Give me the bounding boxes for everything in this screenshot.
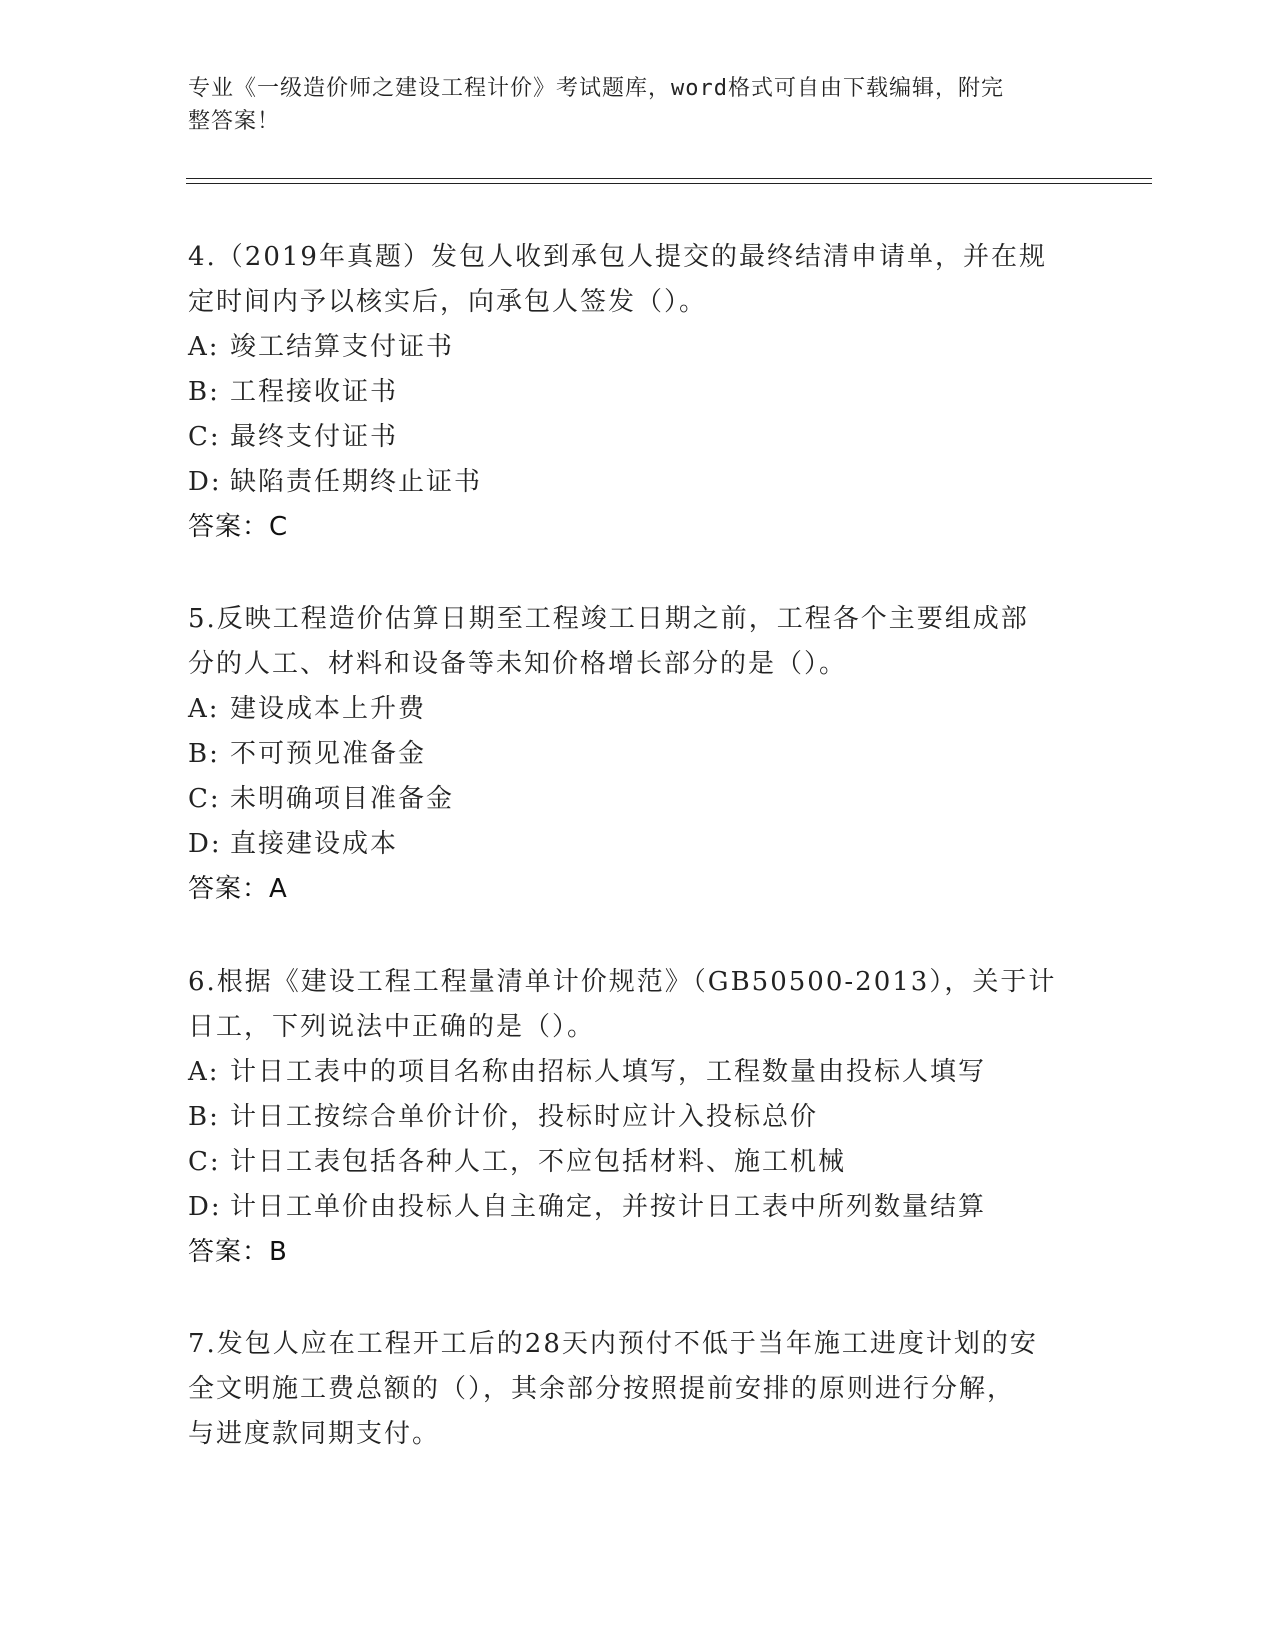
option-text: 工程接收证书 — [230, 377, 399, 407]
option-text: 竣工结算支付证书 — [230, 332, 455, 362]
option-letter: C: — [188, 422, 221, 452]
question-stem-line: 全文明施工费总额的（），其余部分按照提前安排的原则进行分解， — [188, 1374, 1016, 1404]
option-text: 未明确项目准备金 — [230, 784, 455, 814]
question-5 — [188, 597, 1088, 912]
option-a — [188, 325, 1088, 370]
option-a — [188, 687, 1088, 732]
option-text: 建设成本上升费 — [230, 694, 427, 724]
header-divider-top — [186, 178, 1152, 179]
option-letter: D: — [188, 1192, 222, 1222]
question-4 — [188, 235, 1088, 550]
page-header — [188, 72, 1068, 138]
option-letter: B: — [188, 377, 220, 407]
option-c — [188, 777, 1088, 822]
option-text: 计日工单价由投标人自主确定，并按计日工表中所列数量结算 — [230, 1192, 987, 1222]
option-text: 计日工按综合单价计价，投标时应计入投标总价 — [230, 1102, 819, 1132]
header-line-2: 整答案！ — [188, 109, 281, 134]
option-b — [188, 1095, 1088, 1140]
question-stem-line: 4.（2019年真题）发包人收到承包人提交的最终结清申请单，并在规 — [188, 242, 1047, 272]
question-stem-line: 6.根据《建设工程工程量清单计价规范》（GB50500-2013），关于计 — [188, 967, 1057, 997]
question-6 — [188, 960, 1088, 1275]
question-stem-line: 日工，下列说法中正确的是（）。 — [188, 1012, 596, 1042]
option-letter: A: — [188, 1057, 220, 1087]
option-b — [188, 732, 1088, 777]
question-stem-line: 与进度款同期支付。 — [188, 1419, 441, 1449]
question-stem-line: 定时间内予以核实后，向承包人签发（）。 — [188, 287, 708, 317]
option-letter: D: — [188, 829, 222, 859]
option-text: 缺陷责任期终止证书 — [230, 467, 483, 497]
option-b — [188, 370, 1088, 415]
option-letter: B: — [188, 739, 220, 769]
header-divider-bottom — [186, 183, 1152, 184]
option-c — [188, 1140, 1088, 1185]
option-a — [188, 1050, 1088, 1095]
option-text: 不可预见准备金 — [230, 739, 427, 769]
question-stem-line: 7.发包人应在工程开工后的28天内预付不低于当年施工进度计划的安 — [188, 1329, 1038, 1359]
question-7 — [188, 1322, 1088, 1457]
option-letter: A: — [188, 694, 220, 724]
question-stem-line: 5.反映工程造价估算日期至工程竣工日期之前，工程各个主要组成部 — [188, 604, 1029, 634]
option-letter: C: — [188, 784, 221, 814]
option-text: 最终支付证书 — [230, 422, 399, 452]
option-letter: C: — [188, 1147, 221, 1177]
option-letter: D: — [188, 467, 222, 497]
answer-line: 答案：A — [188, 874, 288, 904]
answer-line: 答案：B — [188, 1237, 288, 1267]
answer-line: 答案：C — [188, 512, 289, 542]
header-line-1: 专业《一级造价师之建设工程计价》考试题库，word格式可自由下载编辑，附完 — [188, 76, 1004, 101]
question-stem-line: 分的人工、材料和设备等未知价格增长部分的是（）。 — [188, 649, 848, 679]
option-text: 计日工表中的项目名称由招标人填写，工程数量由投标人填写 — [230, 1057, 987, 1087]
option-c — [188, 415, 1088, 460]
option-letter: B: — [188, 1102, 220, 1132]
option-d — [188, 822, 1088, 867]
option-text: 直接建设成本 — [230, 829, 399, 859]
option-d — [188, 1185, 1088, 1230]
option-letter: A: — [188, 332, 220, 362]
option-d — [188, 460, 1088, 505]
option-text: 计日工表包括各种人工，不应包括材料、施工机械 — [230, 1147, 847, 1177]
